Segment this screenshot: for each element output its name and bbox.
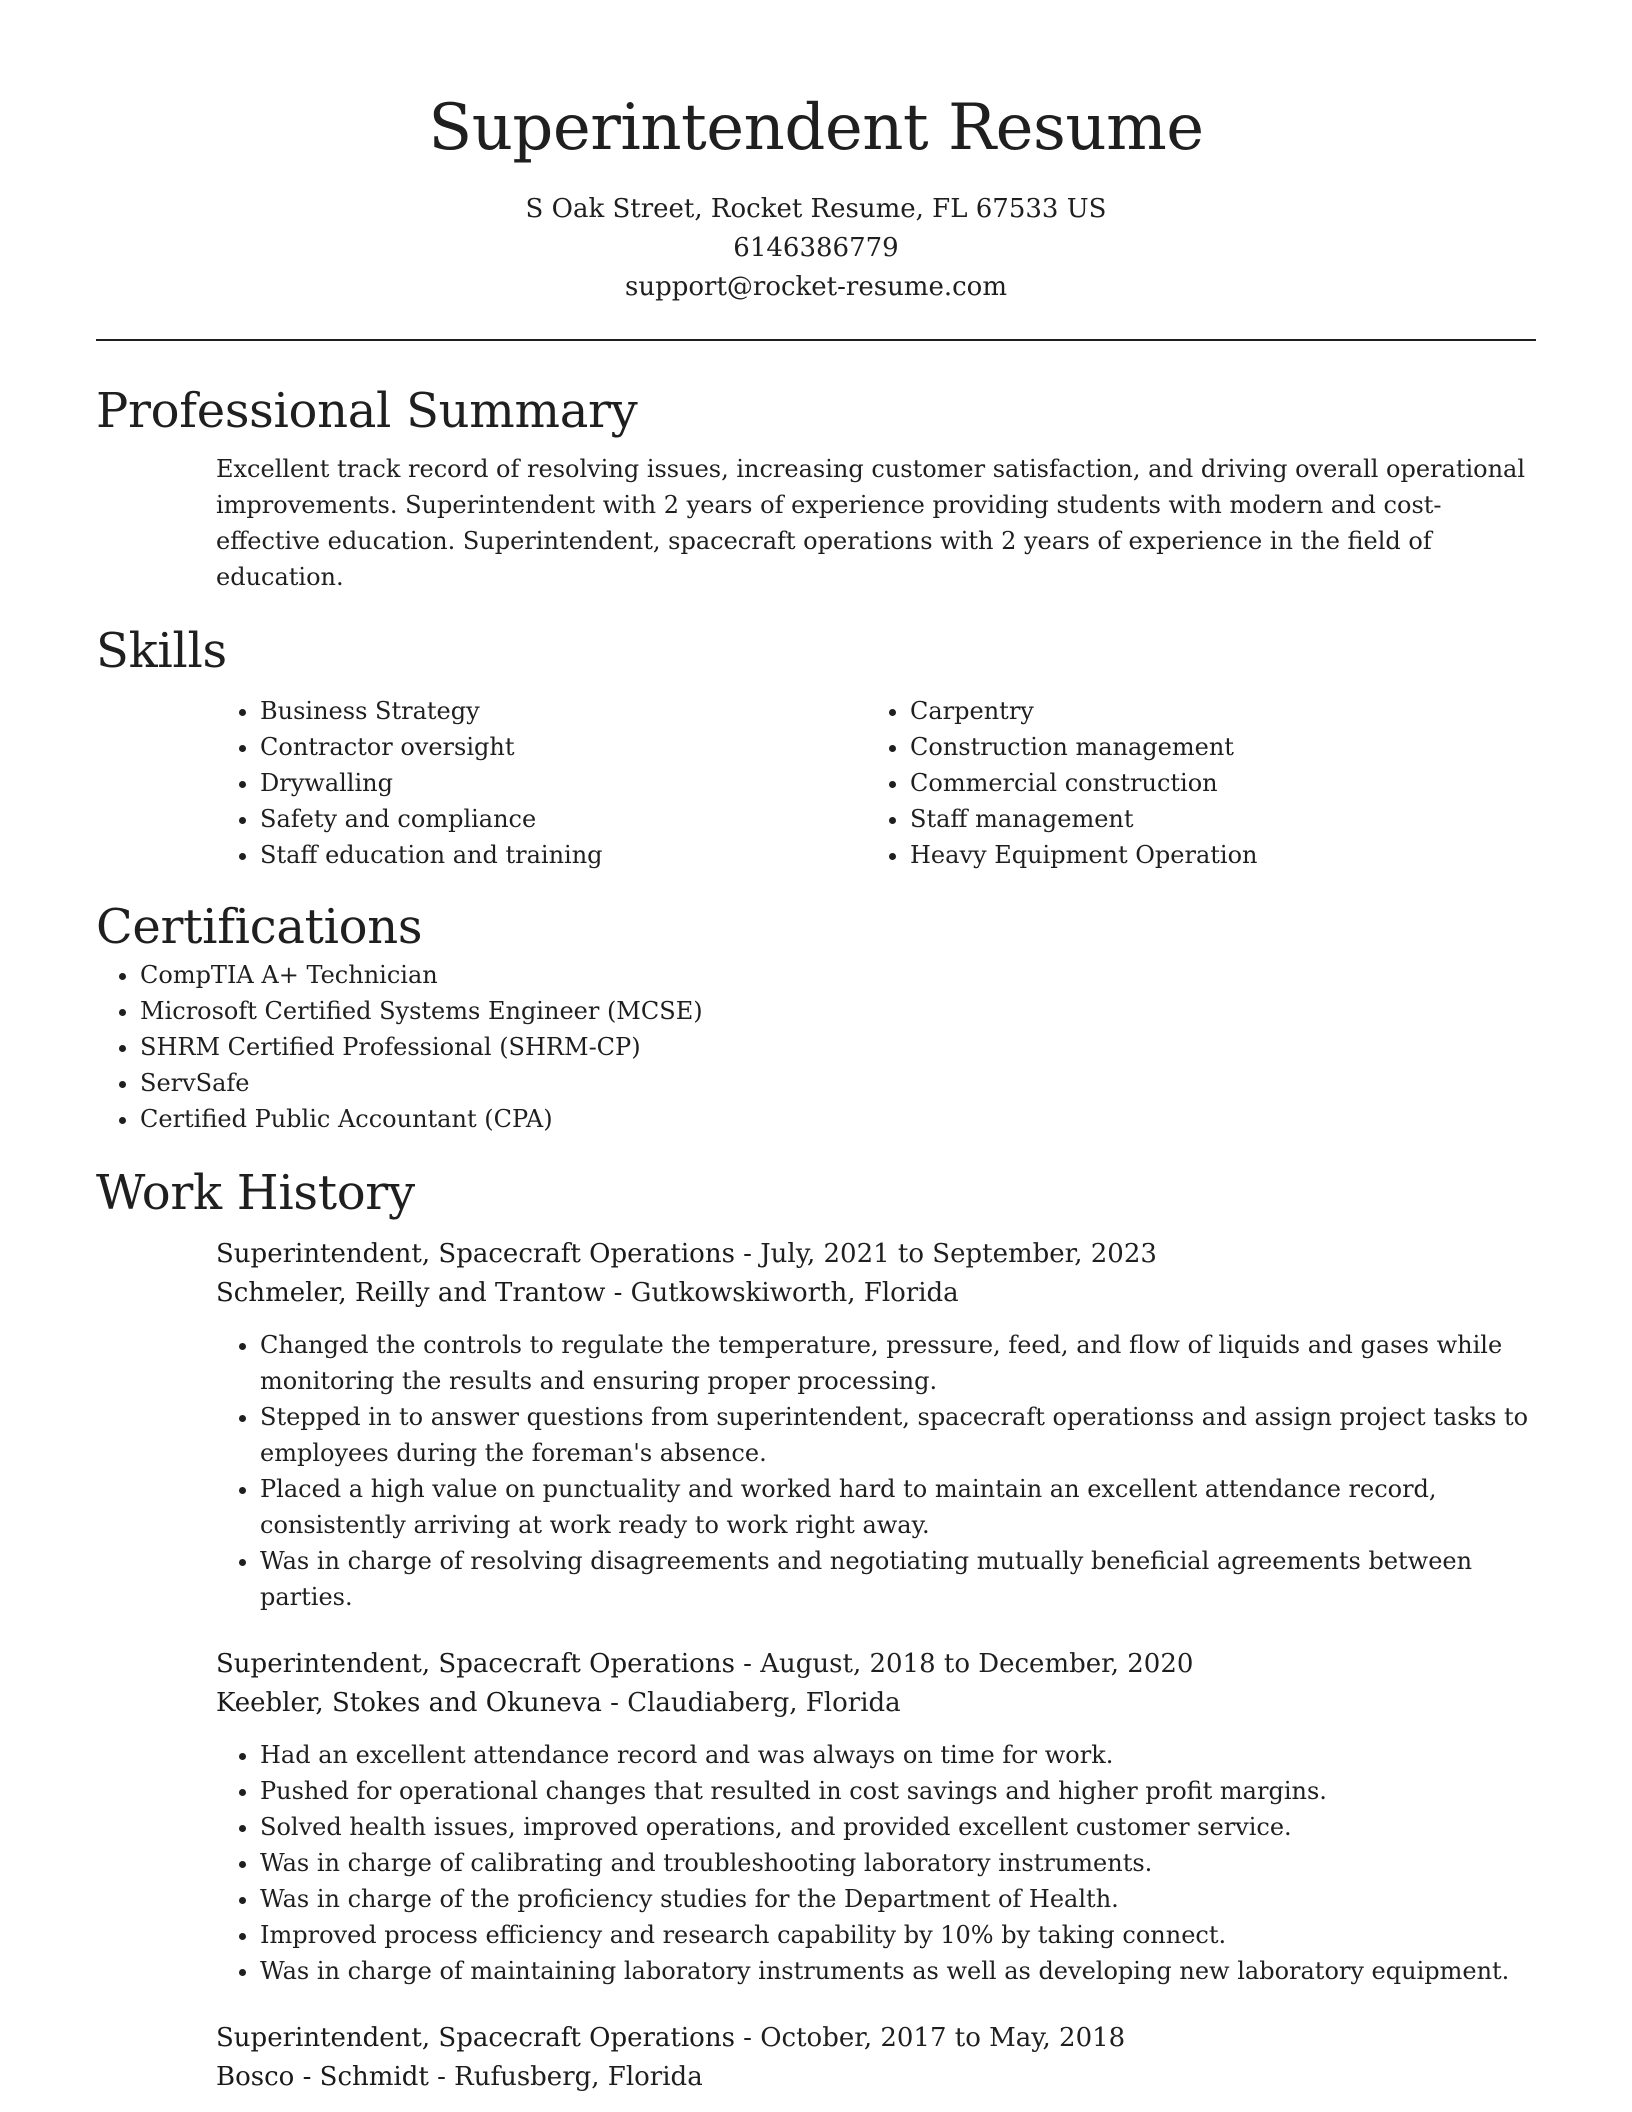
list-item: • Drywalling	[260, 765, 866, 801]
list-item: • Placed a high value on punctuality and worked hard to maintain an excellent attendance record, consistently arriving at work ready to work right away.	[260, 1471, 1536, 1543]
skills-heading: Skills	[96, 623, 227, 679]
job-title: Superintendent, Spacecraft Operations	[216, 2023, 735, 2053]
certifications-heading: Certifications	[96, 899, 423, 955]
contact-phone: 6146386779	[733, 233, 899, 263]
job-duties-list	[216, 1327, 1536, 1615]
list-item: • ServSafe	[140, 1065, 1536, 1101]
list-item: • Commercial construction	[910, 765, 1516, 801]
list-item: • Microsoft Certified Systems Engineer (MCSE)	[140, 993, 1536, 1029]
job-entry	[216, 1235, 1536, 1615]
resume-title: Superintendent Resume	[428, 91, 1204, 165]
list-item: • Staff management	[910, 801, 1516, 837]
job-entry	[216, 1645, 1536, 1989]
job-dates: - October, 2017 to May, 2018	[734, 2023, 1126, 2053]
list-item: • Contractor oversight	[260, 729, 866, 765]
list-item: • Was in charge of the proficiency studies for the Department of Health.	[260, 1881, 1536, 1917]
list-item: • CompTIA A+ Technician	[140, 957, 1536, 993]
job-entry	[216, 2019, 1536, 2097]
contact-email: support@rocket-resume.com	[624, 272, 1007, 302]
list-item: • Was in charge of resolving disagreements and negotiating mutually beneficial agreements between parties.	[260, 1543, 1536, 1615]
resume-page	[96, 0, 1536, 2097]
job-title-line	[216, 1235, 1536, 1274]
work-history-section	[96, 1163, 1536, 2097]
summary-heading: Professional Summary	[96, 383, 638, 439]
list-item: • SHRM Certified Professional (SHRM-CP)	[140, 1029, 1536, 1065]
job-duties-list	[216, 1737, 1536, 1989]
list-item: • Was in charge of calibrating and troubleshooting laboratory instruments.	[260, 1845, 1536, 1881]
list-item: • Solved health issues, improved operations, and provided excellent customer service.	[260, 1809, 1536, 1845]
job-company: Keebler, Stokes and Okuneva	[216, 1688, 602, 1718]
list-item: • Carpentry	[910, 693, 1516, 729]
list-item: • Business Strategy	[260, 693, 866, 729]
list-item: • Safety and compliance	[260, 801, 866, 837]
list-item: • Staff education and training	[260, 837, 866, 873]
skills-columns	[216, 693, 1536, 873]
skills-section	[96, 621, 1536, 873]
work-history-heading: Work History	[96, 1165, 415, 1221]
job-dates: - August, 2018 to December, 2020	[734, 1649, 1194, 1679]
list-item: • Certified Public Accountant (CPA)	[140, 1101, 1536, 1137]
job-company: Bosco - Schmidt	[216, 2062, 429, 2092]
certifications-section	[96, 897, 1536, 1137]
professional-summary-section	[96, 381, 1536, 595]
list-item: • Heavy Equipment Operation	[910, 837, 1516, 873]
list-item: • Was in charge of maintaining laboratory instruments as well as developing new laboratory equipment.	[260, 1953, 1536, 1989]
contact-address: S Oak Street, Rocket Resume, FL 67533 US	[525, 194, 1107, 224]
skills-list-right	[866, 693, 1516, 873]
job-company-line	[216, 2058, 1536, 2097]
list-item: • Stepped in to answer questions from superintendent, spacecraft operationss and assign project tasks to employees during the foreman's absence.	[260, 1399, 1536, 1471]
job-title-line	[216, 1645, 1536, 1684]
list-item: • Changed the controls to regulate the temperature, pressure, feed, and flow of liquids and gases while monitoring the results and ensuring proper processing.	[260, 1327, 1536, 1399]
job-title: Superintendent, Spacecraft Operations	[216, 1649, 735, 1679]
list-item: • Pushed for operational changes that resulted in cost savings and higher profit margins.	[260, 1773, 1536, 1809]
job-company: Schmeler, Reilly and Trantow	[216, 1278, 606, 1308]
job-company-line	[216, 1274, 1536, 1313]
job-dates: - July, 2021 to September, 2023	[734, 1239, 1157, 1269]
list-item: • Had an excellent attendance record and was always on time for work.	[260, 1737, 1536, 1773]
job-title: Superintendent, Spacecraft Operations	[216, 1239, 735, 1269]
certifications-list	[96, 957, 1536, 1137]
job-company-line	[216, 1684, 1536, 1723]
resume-header	[96, 0, 1536, 307]
contact-info	[96, 190, 1536, 307]
job-location: - Rufusberg, Florida	[428, 2062, 703, 2092]
header-divider	[96, 339, 1536, 341]
job-title-line	[216, 2019, 1536, 2058]
skills-list-left	[216, 693, 866, 873]
list-item: • Improved process efficiency and research capability by 10% by taking connect.	[260, 1917, 1536, 1953]
job-location: - Gutkowskiworth, Florida	[605, 1278, 959, 1308]
summary-text: Excellent track record of resolving issues, increasing customer satisfaction, and driving overall operational improvements. Superintendent with 2 years of experience providing students with modern and cost-effective education. Superintendent, spacecraft operations with 2 years of experience in the field of education.	[216, 455, 1526, 591]
list-item: • Construction management	[910, 729, 1516, 765]
job-location: - Claudiaberg, Florida	[601, 1688, 901, 1718]
